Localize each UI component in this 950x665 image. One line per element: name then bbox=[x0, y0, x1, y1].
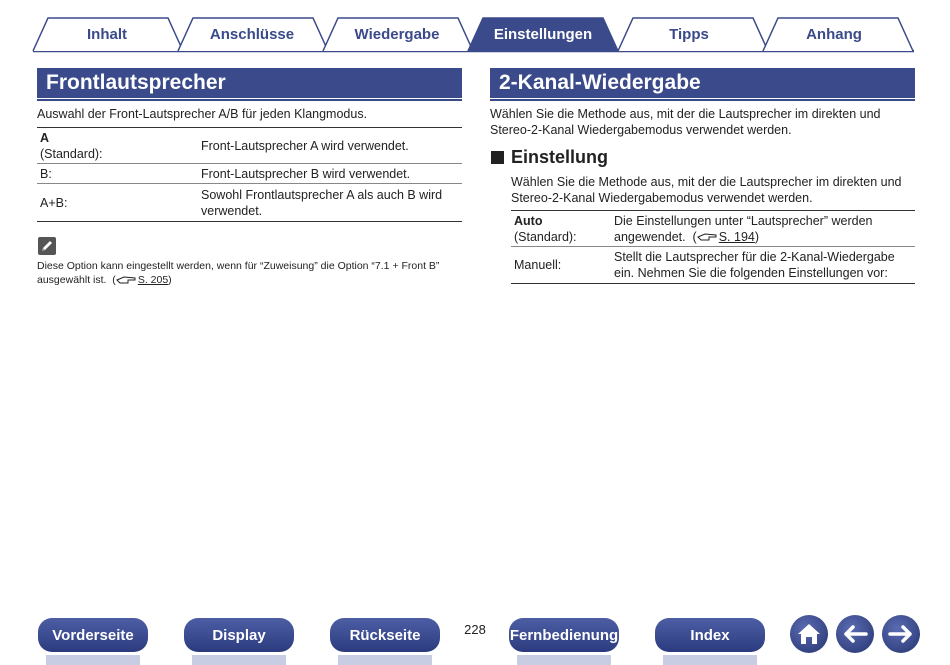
rear-panel-button[interactable]: Rückseite bbox=[330, 618, 440, 652]
subsection-title: Einstellung bbox=[511, 147, 609, 167]
table-row bbox=[37, 164, 462, 184]
option-value: Die Einstellungen unter “Lautsprecher” werden angewendet. bbox=[614, 213, 873, 244]
option-value: Front-Lautsprecher A wird verwendet. bbox=[201, 138, 409, 153]
pointing-hand-icon bbox=[697, 232, 717, 242]
remote-control-button[interactable]: Fernbedienung bbox=[509, 618, 619, 652]
option-value: Front-Lautsprecher B wird verwendet. bbox=[201, 166, 411, 181]
option-key: A bbox=[40, 130, 50, 145]
table-row bbox=[37, 128, 462, 164]
tab-anschluesse[interactable]: Anschlüsse bbox=[209, 25, 295, 43]
home-button[interactable] bbox=[790, 615, 828, 653]
top-tab-bar bbox=[0, 0, 950, 56]
option-key: B: bbox=[40, 166, 52, 181]
right-intro: Wählen Sie die Methode aus, mit der die Lautsprecher im direkten und Stereo-2-Kanal Wiedergabemodus verwendet werden. bbox=[490, 107, 881, 137]
square-bullet-icon bbox=[491, 151, 504, 164]
subsection-intro: Wählen Sie die Methode aus, mit der die Lautsprecher im direkten und Stereo-2-Kanal Wiedergabemodus verwendet werden. bbox=[511, 175, 902, 205]
option-key-sub: (Standard): bbox=[40, 146, 103, 161]
subsection-einstellung bbox=[491, 147, 608, 168]
display-button[interactable]: Display bbox=[184, 618, 294, 652]
option-key: A+B: bbox=[40, 195, 68, 210]
table-row bbox=[511, 211, 915, 247]
arrow-right-icon bbox=[888, 624, 914, 644]
page-number: 228 bbox=[464, 622, 486, 637]
previous-page-button[interactable] bbox=[836, 615, 874, 653]
option-key: Auto bbox=[514, 213, 543, 228]
option-key-sub: (Standard): bbox=[514, 229, 577, 244]
pencil-note-icon bbox=[38, 237, 56, 255]
table-row bbox=[37, 184, 462, 222]
note-body: Diese Option kann eingestellt werden, wenn für “Zuweisung” die Option “7.1 + Front B” ausgewählt ist. bbox=[37, 260, 440, 286]
front-speaker-options-table bbox=[37, 127, 462, 222]
option-value: Sowohl Frontlautsprecher A als auch B wird verwendet. bbox=[201, 187, 443, 218]
option-reference[interactable]: ( S. 194) bbox=[689, 229, 760, 244]
note-reference[interactable]: ( S. 205) bbox=[109, 274, 172, 286]
home-icon bbox=[796, 622, 822, 646]
next-page-button[interactable] bbox=[882, 615, 920, 653]
index-button[interactable]: Index bbox=[655, 618, 765, 652]
page-reference-link[interactable]: S. 194 bbox=[718, 229, 755, 244]
tab-tipps[interactable]: Tipps bbox=[669, 25, 709, 43]
section-title-2-kanal-wiedergabe: 2-Kanal-Wiedergabe bbox=[490, 68, 915, 98]
option-key: Manuell: bbox=[514, 258, 562, 272]
pointing-hand-icon bbox=[116, 275, 136, 285]
note-text bbox=[37, 259, 462, 287]
tab-einstellungen[interactable]: Einstellungen bbox=[493, 25, 593, 43]
option-value: Stellt die Lautsprecher für die 2-Kanal-Wiedergabe ein. Nehmen Sie die folgenden Einstellungen vor: bbox=[614, 250, 895, 280]
table-row bbox=[511, 247, 915, 284]
section-title-frontlautsprecher: Frontlautsprecher bbox=[37, 68, 462, 98]
page-reference-link[interactable]: S. 205 bbox=[137, 274, 169, 286]
tab-wiedergabe[interactable]: Wiedergabe bbox=[354, 25, 440, 43]
two-channel-options-table bbox=[511, 210, 915, 284]
arrow-left-icon bbox=[842, 624, 868, 644]
tab-inhalt[interactable]: Inhalt bbox=[87, 25, 127, 43]
left-intro: Auswahl der Front-Lautsprecher A/B für jeden Klangmodus. bbox=[37, 107, 368, 121]
front-panel-button[interactable]: Vorderseite bbox=[38, 618, 148, 652]
tab-anhang[interactable]: Anhang bbox=[806, 25, 862, 43]
